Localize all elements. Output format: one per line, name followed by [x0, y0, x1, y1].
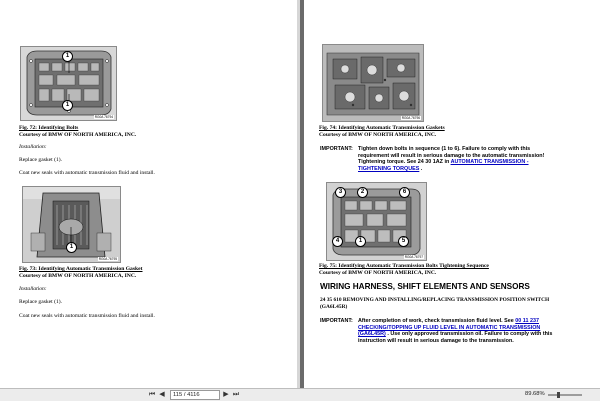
figure-75-caption [319, 263, 489, 277]
fluid-level-link[interactable]: (GA6L45R) [358, 331, 386, 338]
zoom-slider[interactable] [548, 394, 582, 396]
torque-link[interactable]: TIGHTENING TORQUES [358, 165, 420, 172]
figure-74-image [322, 44, 424, 122]
callout-3: 3 [335, 187, 346, 198]
photo-code: RG0A 76794 [94, 115, 113, 119]
first-page-icon[interactable]: ⏮ [148, 391, 156, 398]
important-text [358, 318, 552, 344]
important-line [358, 166, 544, 173]
zoom-slider-handle[interactable] [557, 392, 560, 398]
installation-label: Installation: [19, 144, 47, 150]
figure-74-caption [319, 125, 445, 139]
figure-72-title: Fig. 72: Identifying Bolts [19, 125, 79, 131]
figure-75-title: Fig. 75: Identifying Automatic Transmission Bolts Tightening Sequence [319, 263, 489, 269]
important-line [358, 331, 552, 338]
figure-75-courtesy: Courtesy of BMW OF NORTH AMERICA, INC. [319, 270, 437, 276]
figure-72-courtesy: Courtesy of BMW OF NORTH AMERICA, INC. [19, 132, 137, 138]
page-edge [297, 0, 300, 388]
document-page-left [0, 0, 297, 388]
viewer-toolbar [0, 388, 600, 401]
figure-73-courtesy: Courtesy of BMW OF NORTH AMERICA, INC. [19, 273, 137, 279]
callout-4: 4 [332, 236, 343, 247]
callout-1: 1 [62, 100, 73, 111]
installation-label: Installation: [19, 286, 47, 292]
callout-1: 1 [62, 51, 73, 62]
callout-6: 6 [399, 187, 410, 198]
page-number-field[interactable]: 115 / 4116 [170, 390, 220, 400]
procedure-title [320, 297, 549, 311]
callout-5: 5 [398, 236, 409, 247]
prev-page-icon[interactable]: ◀ [159, 391, 165, 398]
figure-74-title: Fig. 74: Identifying Automatic Transmission Gaskets [319, 125, 445, 131]
procedure-title-line: 24 35 610 REMOVING AND INSTALLING/REPLACING TRANSMISSION POSITION SWITCH [320, 297, 550, 303]
figure-73-caption [19, 266, 143, 280]
photo-code: RG0A 76795 [98, 257, 117, 261]
photo-code: RG0A 76797 [404, 255, 423, 259]
document-page-right [304, 0, 600, 388]
torque-link[interactable]: AUTOMATIC TRANSMISSION - [450, 159, 529, 166]
fluid-level-link[interactable]: 00 11 237 [515, 318, 539, 324]
important-line: requirement will result in serious damage to the automatic transmission! [358, 152, 545, 159]
procedure-title-line: (GA6L45R) [320, 304, 348, 310]
important-line [358, 159, 544, 166]
figure-72-image [20, 46, 117, 121]
replace-gasket-text: Replace gasket (1). [19, 299, 63, 305]
next-page-icon[interactable]: ▶ [223, 391, 229, 398]
important-label: IMPORTANT: [320, 318, 353, 324]
important-note-torque [320, 146, 595, 174]
figure-75-image [326, 182, 427, 261]
section-heading: WIRING HARNESS, SHIFT ELEMENTS AND SENSORS [320, 282, 530, 291]
figure-72-caption [19, 125, 136, 139]
important-text [358, 146, 544, 172]
important-line-text: . [419, 165, 423, 172]
replace-gasket-text: Replace gasket (1). [19, 157, 63, 163]
figure-73-image [22, 186, 121, 263]
figure-73-title: Fig. 73: Identifying Automatic Transmission Gasket [19, 266, 143, 272]
important-line [358, 318, 552, 325]
callout-1: 1 [355, 236, 366, 247]
important-line-text: Tightening torque. See 24 30 1AZ in [358, 159, 451, 166]
coat-seals-text: Coat new seals with automatic transmission fluid and install. [19, 313, 155, 319]
last-page-icon[interactable]: ⏭ [232, 391, 240, 398]
photo-code: RG0A 76796 [401, 116, 420, 120]
important-line: Tighten down bolts in sequence (1 to 6). Failure to comply with this [358, 146, 531, 152]
callout-1: 1 [66, 242, 77, 253]
important-line: instruction will result in serious damage to the transmission. [358, 337, 514, 344]
fluid-level-link[interactable]: CHECKING/TOPPING UP FLUID LEVEL IN AUTOMATIC TRANSMISSION [358, 324, 541, 331]
important-line-text: . Use only approved transmission oil. Failure to comply with this [385, 331, 553, 338]
zoom-level-text: 89.68% [525, 391, 545, 397]
callout-2: 2 [357, 187, 368, 198]
important-line-text: After completion of work, check transmission fluid level. See [358, 318, 516, 324]
figure-74-courtesy: Courtesy of BMW OF NORTH AMERICA, INC. [319, 132, 437, 138]
important-label: IMPORTANT: [320, 146, 353, 152]
important-note-fluid [320, 318, 595, 346]
important-line [358, 325, 552, 332]
coat-seals-text: Coat new seals with automatic transmission fluid and install. [19, 170, 155, 176]
